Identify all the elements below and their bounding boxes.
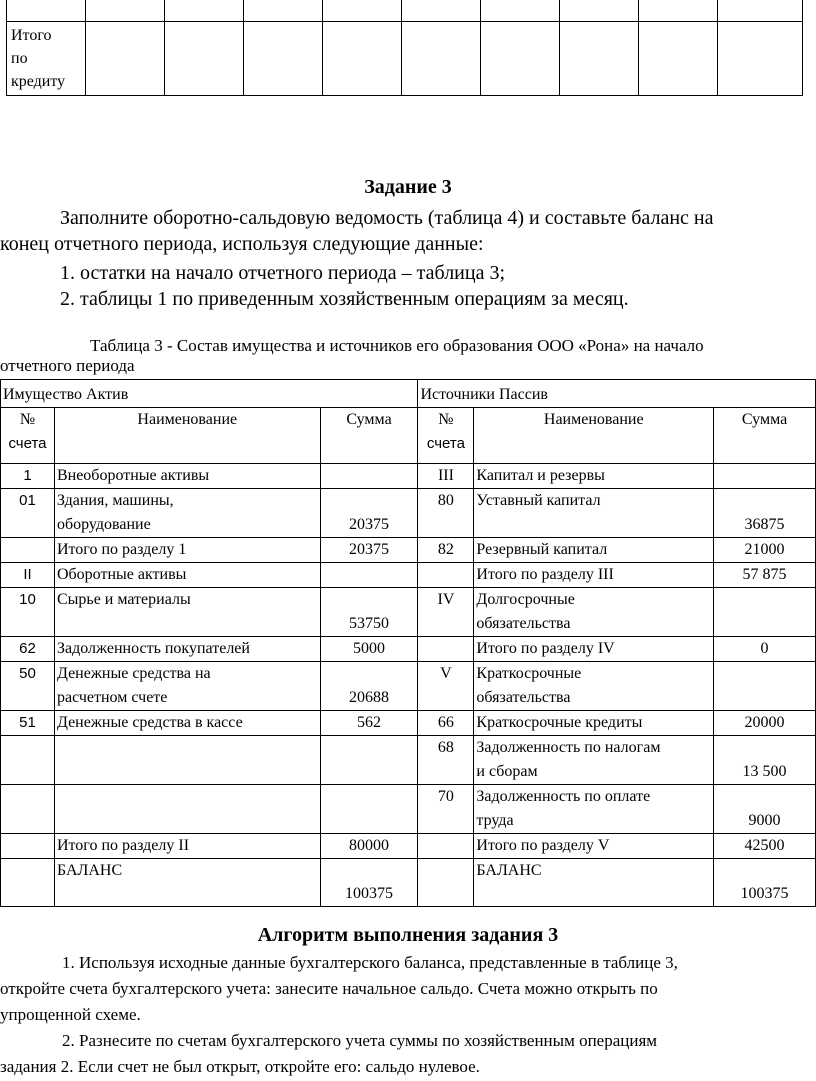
balance-rows bbox=[1, 464, 816, 907]
liability-sum: 36875 bbox=[714, 489, 816, 538]
liability-account-no bbox=[418, 834, 474, 859]
table-row bbox=[1, 662, 816, 711]
liability-sum: 0 bbox=[714, 637, 816, 662]
liability-account-no bbox=[418, 563, 474, 588]
asset-header: Имущество Актив bbox=[1, 380, 418, 408]
task-intro-line2: конец отчетного периода, используя следующие данные: bbox=[0, 233, 484, 255]
task-title: Задание 3 bbox=[364, 176, 452, 198]
liability-account-no: 80 bbox=[418, 489, 474, 538]
liability-name: Резервный капитал bbox=[474, 538, 714, 563]
liability-col-name: Наименование bbox=[474, 408, 714, 464]
asset-sum: 5000 bbox=[320, 637, 418, 662]
liability-account-no bbox=[418, 637, 474, 662]
liability-name: Капитал и резервы bbox=[474, 464, 714, 489]
asset-account-no bbox=[1, 785, 55, 834]
liability-name: Задолженность по оплате труда bbox=[474, 785, 714, 834]
table-row bbox=[1, 736, 816, 785]
liability-col-sum: Сумма bbox=[714, 408, 816, 464]
liability-account-no: 82 bbox=[418, 538, 474, 563]
liability-account-no: III bbox=[418, 464, 474, 489]
liability-sum: 42500 bbox=[714, 834, 816, 859]
task-item-2: 2. таблицы 1 по приведенным хозяйственным операциям за месяц. bbox=[60, 288, 629, 310]
table-row bbox=[1, 859, 816, 907]
asset-sum bbox=[320, 563, 418, 588]
table-row bbox=[1, 489, 816, 538]
asset-name: БАЛАНС bbox=[54, 859, 320, 907]
liability-sum: 9000 bbox=[714, 785, 816, 834]
table-row bbox=[1, 711, 816, 736]
asset-name: Итого по разделу 1 bbox=[54, 538, 320, 563]
liability-account-no: IV bbox=[418, 588, 474, 637]
algorithm-title: Алгоритм выполнения задания 3 bbox=[257, 924, 559, 946]
asset-col-name: Наименование bbox=[54, 408, 320, 464]
liability-name: Краткосрочные кредиты bbox=[474, 711, 714, 736]
liability-name: Итого по разделу V bbox=[474, 834, 714, 859]
asset-sum: 20688 bbox=[320, 662, 418, 711]
liability-header: Источники Пассив bbox=[418, 380, 816, 408]
liability-col-no: № счета bbox=[418, 408, 474, 464]
table-row bbox=[1, 588, 816, 637]
asset-account-no: 01 bbox=[1, 489, 55, 538]
previous-table-fragment bbox=[6, 0, 803, 96]
asset-account-no bbox=[1, 859, 55, 907]
liability-sum: 57 875 bbox=[714, 563, 816, 588]
liability-sum: 20000 bbox=[714, 711, 816, 736]
liability-name: Задолженность по налогам и сборам bbox=[474, 736, 714, 785]
liability-name: Итого по разделу III bbox=[474, 563, 714, 588]
asset-sum bbox=[320, 785, 418, 834]
liability-name: БАЛАНС bbox=[474, 859, 714, 907]
total-credit-label: Итого по кредиту bbox=[7, 22, 86, 96]
liability-account-no: 66 bbox=[418, 711, 474, 736]
table-caption-line2: отчетного периода bbox=[0, 356, 135, 375]
asset-col-no: № счета bbox=[1, 408, 55, 464]
table-caption-line1: Таблица 3 - Состав имущества и источников его образования ООО «Рона» на начало bbox=[90, 336, 704, 355]
asset-sum: 20375 bbox=[320, 538, 418, 563]
liability-account-no bbox=[418, 859, 474, 907]
liability-account-no: V bbox=[418, 662, 474, 711]
asset-name: Оборотные активы bbox=[54, 563, 320, 588]
asset-account-no: II bbox=[1, 563, 55, 588]
table-row bbox=[1, 785, 816, 834]
table-row bbox=[1, 538, 816, 563]
asset-name: Задолженность покупателей bbox=[54, 637, 320, 662]
liability-sum: 100375 bbox=[714, 859, 816, 907]
liability-name: Итого по разделу IV bbox=[474, 637, 714, 662]
asset-col-sum: Сумма bbox=[320, 408, 418, 464]
asset-sum: 562 bbox=[320, 711, 418, 736]
asset-account-no: 51 bbox=[1, 711, 55, 736]
balance-table bbox=[0, 379, 816, 907]
asset-name: Здания, машины, оборудование bbox=[54, 489, 320, 538]
asset-account-no bbox=[1, 736, 55, 785]
liability-sum bbox=[714, 588, 816, 637]
asset-sum: 53750 bbox=[320, 588, 418, 637]
table-row bbox=[1, 563, 816, 588]
liability-name: Краткосрочные обязательства bbox=[474, 662, 714, 711]
liability-sum: 13 500 bbox=[714, 736, 816, 785]
asset-name: Итого по разделу II bbox=[54, 834, 320, 859]
algorithm-paragraph-2: 2. Разнесите по счетам бухгалтерского учета суммы по хозяйственным операциям задания 2. Если счет не был открыт, откройте его: сальдо нулевое. bbox=[0, 1031, 658, 1076]
asset-account-no bbox=[1, 538, 55, 563]
asset-sum: 20375 bbox=[320, 489, 418, 538]
liability-sum bbox=[714, 464, 816, 489]
asset-name bbox=[54, 785, 320, 834]
liability-sum bbox=[714, 662, 816, 711]
asset-name: Внеоборотные активы bbox=[54, 464, 320, 489]
liability-account-no: 70 bbox=[418, 785, 474, 834]
asset-account-no: 50 bbox=[1, 662, 55, 711]
algorithm-paragraph-1: 1. Используя исходные данные бухгалтерского баланса, представленные в таблице 3, откройте счета бухгалтерского учета: занесите начальное сальдо. Счета можно открыть по упрощенной схеме. bbox=[0, 953, 678, 1024]
asset-account-no bbox=[1, 834, 55, 859]
liability-name: Уставный капитал bbox=[474, 489, 714, 538]
table-row bbox=[1, 834, 816, 859]
table-row bbox=[1, 637, 816, 662]
asset-name: Сырье и материалы bbox=[54, 588, 320, 637]
asset-account-no: 10 bbox=[1, 588, 55, 637]
task-item-1: 1. остатки на начало отчетного периода – таблица 3; bbox=[60, 262, 506, 284]
liability-sum: 21000 bbox=[714, 538, 816, 563]
asset-account-no: 1 bbox=[1, 464, 55, 489]
liability-name: Долгосрочные обязательства bbox=[474, 588, 714, 637]
table-row bbox=[1, 464, 816, 489]
asset-sum bbox=[320, 736, 418, 785]
asset-name bbox=[54, 736, 320, 785]
task-intro-line1: Заполните оборотно-сальдовую ведомость (таблица 4) и составьте баланс на bbox=[60, 207, 714, 229]
asset-sum bbox=[320, 464, 418, 489]
asset-sum: 80000 bbox=[320, 834, 418, 859]
asset-sum: 100375 bbox=[320, 859, 418, 907]
liability-account-no: 68 bbox=[418, 736, 474, 785]
asset-name: Денежные средства в кассе bbox=[54, 711, 320, 736]
asset-name: Денежные средства на расчетном счете bbox=[54, 662, 320, 711]
asset-account-no: 62 bbox=[1, 637, 55, 662]
